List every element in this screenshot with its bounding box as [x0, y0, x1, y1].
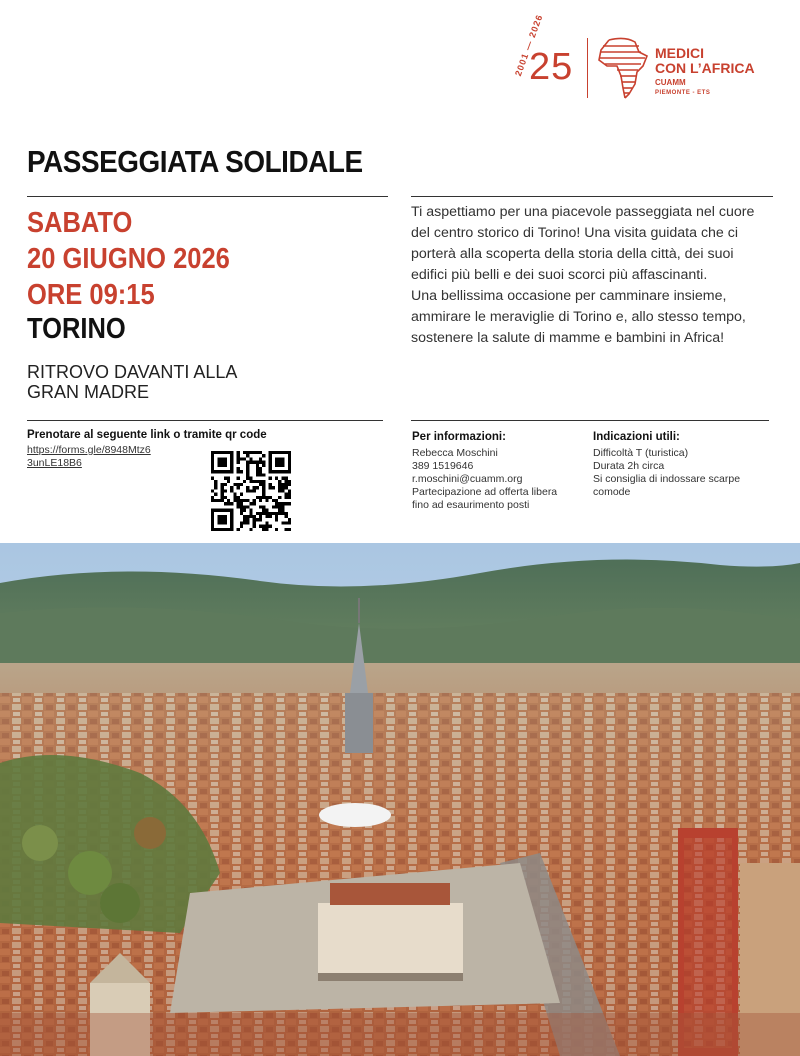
event-day: SABATO [27, 207, 133, 239]
meeting-point-line1: RITROVO DAVANTI ALLA [27, 362, 238, 382]
booking-heading: Prenotare al seguente link o tramite qr code [27, 429, 267, 441]
logo-anniversary-number: 25 [529, 46, 574, 88]
divider-right-top [411, 196, 773, 197]
description-paragraph-2: Una bellissima occasione per camminare insieme, ammirare le meraviglie di Torino e, allo stesso tempo, sostenere la salute di mamme e bambini in Africa! [411, 288, 746, 346]
tips-shoes-cont: comode [593, 486, 631, 498]
info-block [412, 447, 592, 512]
cuamm-logo [505, 12, 765, 104]
page-title: PASSEGGIATA SOLIDALE [27, 144, 363, 179]
logo-text-cuamm: CUAMM [655, 78, 686, 87]
africa-map-icon [595, 36, 651, 100]
description-paragraph-1: Ti aspettiamo per una piacevole passeggiata nel cuore del centro storico di Torino! Una visita guidata che ci porterà alla scoperta della storia della città, dei suoi edifici più belli e dei suoi scorci più affascinanti. [411, 204, 755, 283]
tips-block [593, 447, 773, 499]
divider-left-bottom [27, 420, 383, 421]
logo-separator [587, 38, 588, 98]
divider-left-top [27, 196, 388, 197]
booking-link-line1[interactable]: https://forms.gle/8948Mtz6 [27, 444, 151, 456]
info-participation: Partecipazione ad offerta libera [412, 486, 558, 498]
tips-heading: Indicazioni utili: [593, 431, 680, 443]
meeting-point-line2: GRAN MADRE [27, 382, 150, 402]
event-date: 20 GIUGNO 2026 [27, 243, 230, 275]
info-email: r.moschini@cuamm.org [412, 473, 523, 485]
logo-text-region: PIEMONTE - ETS [655, 90, 711, 96]
booking-link-line2[interactable]: 3unLE18B6 [27, 457, 82, 469]
info-contact-name: Rebecca Moschini [412, 447, 498, 459]
info-availability: fino ad esaurimento posti [412, 499, 530, 511]
divider-right-bottom [411, 420, 769, 421]
event-when [27, 205, 230, 313]
event-time: ORE 09:15 [27, 279, 155, 311]
event-description [411, 202, 771, 349]
tips-difficulty: Difficoltà T (turistica) [593, 447, 689, 459]
info-heading: Per informazioni: [412, 431, 506, 443]
tips-shoes: Si consiglia di indossare scarpe [593, 473, 741, 485]
info-phone: 389 1519646 [412, 460, 474, 472]
logo-text-africa: CON L’AFRICA [655, 60, 755, 76]
logo-text-medici: MEDICI [655, 45, 704, 61]
logo-years: 2001 — 2026 [513, 12, 545, 78]
tips-duration: Durata 2h circa [593, 460, 665, 472]
qr-code [211, 451, 291, 531]
event-city: TORINO [27, 313, 126, 345]
turin-aerial-photo [0, 543, 800, 1056]
meeting-point [27, 362, 327, 402]
